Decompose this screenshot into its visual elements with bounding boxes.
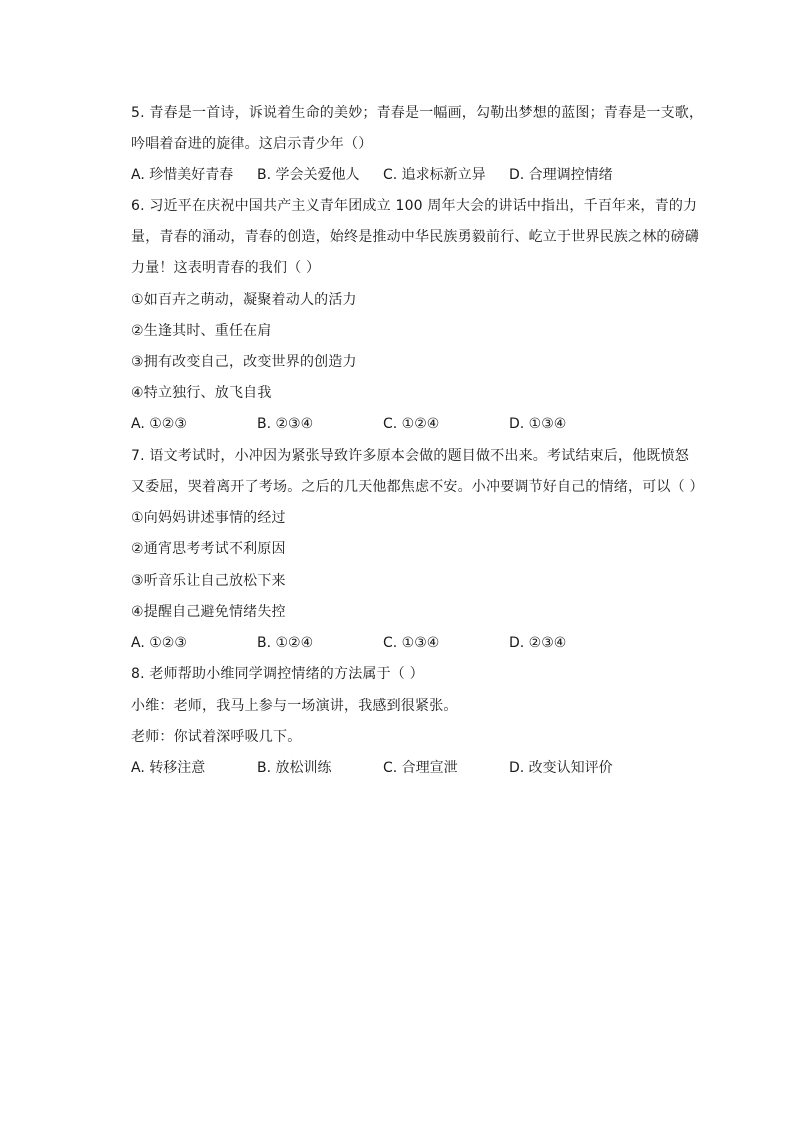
q5-option-c: C. 追求标新立异 (383, 167, 486, 183)
q7-item-3: ③听音乐让自己放松下来 (131, 573, 286, 589)
q6-option-b: B. ②③④ (257, 416, 314, 432)
q7-stem-line-1: 7. 语文考试时，小冲因为紧张导致许多原本会做的题目做不出来。考试结束后，他既愤怒 (131, 448, 690, 464)
q5-option-b: B. 学会关爱他人 (257, 167, 360, 183)
q7-option-a: A. ①②③ (131, 635, 187, 651)
q6-item-2: ②生逢其时、重任在肩 (131, 323, 272, 339)
q6-stem-line-2: 量，青春的涌动，青春的创造，始终是推动中华民族勇毅前行、屹立于世界民族之林的磅礴 (131, 229, 699, 245)
q8-option-c: C. 合理宣泄 (383, 760, 458, 776)
q7-option-b: B. ①②④ (257, 635, 314, 651)
q7-stem-line-2: 又委屈，哭着离开了考场。之后的几天他都焦虑不安。小冲要调节好自己的情绪，可以（ ） (131, 479, 704, 495)
q8-option-a: A. 转移注意 (131, 760, 206, 776)
q6-stem-line-1: 6. 习近平在庆祝中国共产主义青年团成立 100 周年大会的讲话中指出，千百年来，青的力 (131, 198, 698, 214)
q5-stem-line-2: 吟唱着奋进的旋律。这启示青少年（） (131, 136, 373, 152)
q6-stem-line-3: 力量！这表明青春的我们（ ） (131, 260, 321, 276)
q6-option-c: C. ①②④ (383, 416, 440, 432)
q8-option-d: D. 改变认知评价 (509, 760, 613, 776)
q6-option-a: A. ①②③ (131, 416, 187, 432)
q6-item-1: ①如百卉之萌动，凝聚着动人的活力 (131, 292, 357, 308)
q5-option-d: D. 合理调控情绪 (509, 167, 613, 183)
q8-option-b: B. 放松训练 (257, 760, 332, 776)
q7-item-2: ②通宵思考考试不利原因 (131, 541, 286, 557)
q6-item-4: ④特立独行、放飞自我 (131, 385, 272, 401)
q7-item-4: ④提醒自己避免情绪失控 (131, 604, 286, 620)
q5-stem-line-1: 5. 青春是一首诗，诉说着生命的美妙；青春是一幅画，勾勒出梦想的蓝图；青春是一支歌， (131, 105, 704, 121)
q8-stem-line-1: 8. 老师帮助小维同学调控情绪的方法属于（ ） (131, 666, 424, 682)
q6-option-d: D. ①③④ (509, 416, 567, 432)
q7-option-d: D. ②③④ (509, 635, 567, 651)
q5-option-a: A. 珍惜美好青春 (131, 167, 234, 183)
q6-item-3: ③拥有改变自己，改变世界的创造力 (131, 354, 357, 370)
q7-item-1: ①向妈妈讲述事情的经过 (131, 510, 286, 526)
q8-dialogue-student: 小维：老师，我马上参与一场演讲，我感到很紧张。 (131, 698, 458, 714)
q8-dialogue-teacher: 老师：你试着深呼吸几下。 (131, 729, 302, 745)
q7-option-c: C. ①③④ (383, 635, 440, 651)
